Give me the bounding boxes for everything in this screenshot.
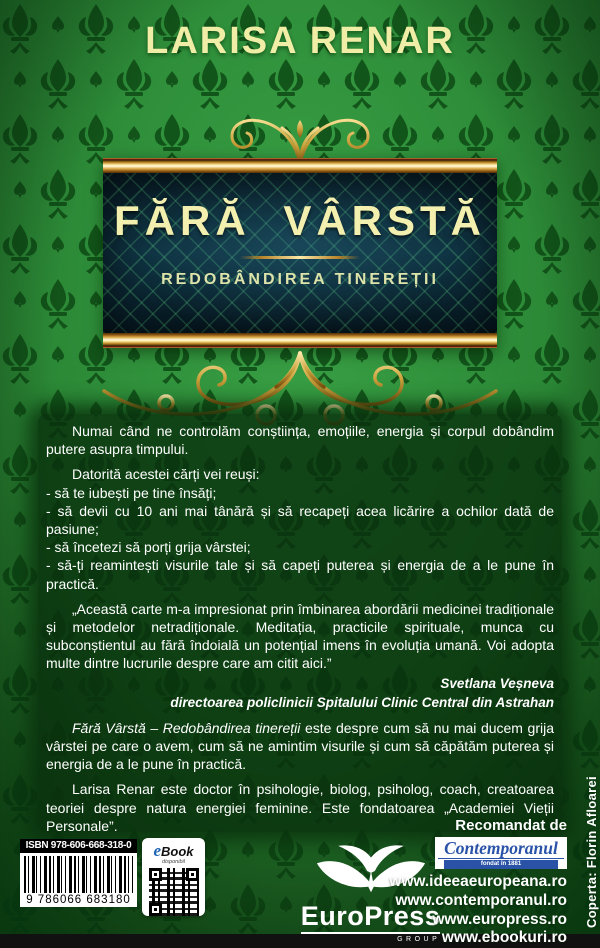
author-bio-paragraph: Larisa Renar este doctor în psihologie, biolog, psiholog, coach, creatoarea teoriei despre natura energiei feminine. Este fondatoarea „Academiei Vieții Personale”.: [46, 781, 554, 834]
book-subtitle: REDOBÂNDIREA TINEREȚII: [161, 271, 439, 288]
website-url: www.europress.ro: [432, 910, 567, 928]
blurb-bullet: - să-ți reamintești visurile tale și să capeți puterea și energia de a le pune în practică.: [46, 557, 554, 592]
blurb-paragraph: Datorită acestei cărți vei reuși:: [72, 466, 260, 483]
isbn-barcode-block: [20, 839, 137, 907]
website-url: www.ideeaeuropeana.ro: [389, 873, 567, 891]
book-title: FĂRĂ VÂRSTĂ: [114, 197, 486, 244]
footer-right-column: [327, 817, 567, 948]
attribution-name: Svetlana Veșneva: [440, 676, 554, 692]
gold-divider-line: [240, 256, 360, 259]
title-plaque: [103, 158, 497, 348]
qr-finder-icon: [149, 903, 162, 916]
attribution-role: directoarea policlinicii Spitalului Clinic Central din Astrahan: [170, 694, 554, 710]
book-title-inline: Fără Vârstă – Redobândirea tinereții: [72, 719, 301, 736]
ebook-logo: [142, 838, 205, 860]
testimonial-quote: „Această carte m-a impresionat prin îmbinarea abordării medicinei tradiționale și metodelor netradiționale. Meditația, practicile spirituale, munca cu subconștientul au fără îndoială un potențial imens în evoluția umană. Voi adopta multe dintre lucrurile despre care am citit aici.”: [46, 600, 554, 672]
author-name: LARISA RENAR: [145, 20, 455, 62]
cover-designer-credit: Coperta: Florin Afloarei: [584, 776, 599, 928]
barcode-bars: [24, 856, 133, 893]
website-url: www.ebookuri.ro: [441, 929, 567, 947]
barcode-digits: 9 786066 683180: [26, 894, 131, 906]
recommended-by-label: Recomandat de: [455, 817, 567, 834]
blurb-paragraph: Numai când ne controlăm conștiința, emoțiile, energia și corpul dobândim putere asupra timpului.: [46, 423, 554, 458]
ebook-logo-book: Book: [161, 844, 194, 859]
plaque-inner-panel: [103, 173, 497, 333]
isbn-label: ISBN 978-606-668-318-0: [20, 839, 137, 853]
testimonial-attribution: [46, 675, 554, 711]
website-url: www.contemporanul.ro: [395, 891, 567, 909]
magazine-logo-box: [435, 837, 567, 869]
gold-band-top: [103, 158, 497, 173]
publisher-name: EuroPress: [301, 903, 441, 934]
qr-code: [149, 868, 199, 916]
website-list: [327, 873, 567, 947]
publisher-group-label: GROUP: [397, 936, 441, 943]
qr-finder-icon: [149, 868, 162, 881]
magazine-name: Contemporanul: [438, 839, 564, 859]
blurb-paragraph-rest: este despre cum să nu mai ducem grija vârstei pe care o avem, cum să ne amintim visurile și cum să căpătăm puterea și energia de a le pune în practică.: [46, 719, 554, 773]
gold-flourish-top-ornament: [140, 112, 460, 164]
ebook-subtitle: disponibil: [162, 859, 185, 865]
qr-finder-icon: [186, 868, 199, 881]
blurb-text-panel: [38, 414, 562, 832]
magazine-founded-label: fondat în 1881: [444, 860, 558, 869]
blurb-bullet: - să te iubești pe tine însăți;: [46, 484, 217, 501]
barcode: [20, 853, 137, 907]
blurb-paragraph: [46, 719, 554, 774]
blurb-bullet: - să devii cu 10 ani mai tânără și să recapeți acea licărire a ochilor dată de pasiune;: [46, 502, 554, 537]
blurb-bullet: - să încetezi să porți grija vârstei;: [46, 539, 251, 556]
ebook-logo-e: e: [153, 841, 162, 860]
ebook-qr-box: [142, 838, 205, 916]
gold-band-bottom: [103, 333, 497, 348]
